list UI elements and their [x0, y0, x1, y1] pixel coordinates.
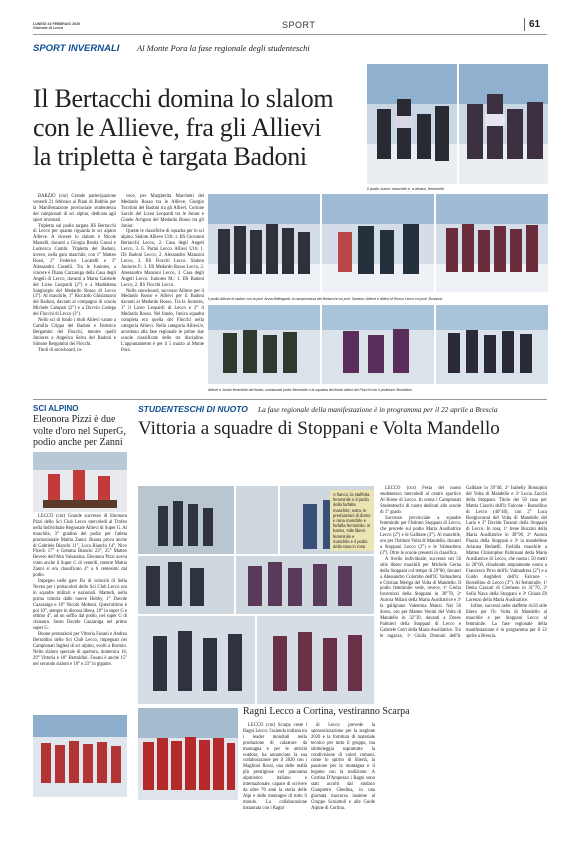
story2-title: Eleonora Pizzi è due volte d'oro nel SuperG, podio anche per Zanni	[33, 414, 126, 448]
photo-ragni-lecco	[138, 708, 238, 800]
story3-headline: Vittoria a squadre di Stoppani e Volta Mandello	[138, 418, 500, 439]
story4-headline: Ragni Lecco a Cortina, vestiranno Scarpa	[243, 706, 410, 717]
header-rule	[33, 34, 547, 35]
story3-photo-caption: A fianco, la staffetta femminile e il podio della farfalla maschile; sotto, le premiazioni di dorso e rana maschile e farfalla femminile; in basso, stile libero femminile e maschile e il podio della rana in rosa	[330, 490, 374, 551]
photo-fondo-snowboard	[208, 305, 548, 384]
story4-column-1: LECCO (cnr) Scarpa veste i Ragni Lecco: l'azienda italiana tra i leader mondiali nella produzione di calzature da montagna e per le attività outdoor, ha annunciato la sua collaborazione per il 2020 con i Maglioni Rossi, una delle realtà più prestigiose nel panorama alpinistico italiano e internazionale, capace di scrivere da oltre 70 anni la storia delle Alpi e delle montagne di tutto il mondo. La collaborazione instaurata con i Ragni	[243, 723, 307, 811]
photo-pizzi	[33, 452, 127, 512]
caption-junior: Il podio Junior maschile e, a destra, femminile	[367, 187, 445, 191]
caption-allieve: Il podio Allieve di slalom con la prof. Anna Bellingardi, la campionessa del Bertacchi col prof. Santoro; Allieve e Allievi M Rosso Lecco col prof. Bonanno	[208, 297, 443, 301]
story1-kicker-sub: Al Monte Pora la fase regionale degli studenteschi	[137, 43, 310, 53]
photo-nuoto-stile	[138, 616, 374, 704]
story2-body: LECCO (cnr) Grande successo di Eleonora Pizzi dello Sci Club Lecco mercoledì al Trofeo nella Individuale Regionale Allievi di Super G. Al maschile, 3° gradino del podio per l'atleta promozionale Mattia Zanni. Buona prova anche di Gabriele Bianchi 11°, Luca Bianchi 14°, Nico Picech 17° e Gemma Bianchi 23°, 25° Matteo Bevero dell'Alta Valsassina. Eleonora Pizzi aveva vinto anche il Super G di venerdì, mentre Mattia Zanni si era classificato 4° a 6 centesimi dal podio. Impegno nelle gare Fis di velocità di Sella Nevea per i portacolori dello Sci Club Lecco ora in squadre militari e nazionali. Martedì, nella prima vittoria dalle nuove Hobby, 1° Davide Cazzaniga e 10° Nicolò Molteni. Quest'ultimo è poi 10°, sempre in discesa libera, 10° in super G e ottimo 4°, ad un soffio dal podio, nel super G di chiusura. Sesto Davide Cazzaniga nel primo super G. Buone prestazioni per Vittoria Fusani e Andrea Bertoldini dello Sci Club Lecco, impegnati nei Campionati Inglesi di sci alpino, svolti a Bormio. Nello slalom speciale di apertura, domenica 16, 29° Vittoria e 18° Bertoldini. Fusani è anche 15° nel secondo slalom e 18° e 23° in gigante.	[33, 514, 127, 667]
photo-allieve-slalom	[208, 194, 548, 292]
photo-junior-podium	[367, 64, 548, 184]
story4-column-2: di Lecco prevede la sponsorizzazione per la stagione 2020 e la fornitura di materiale tecnico per tutto il gruppo, ma simboleggia soprattutto la condivisione di valori comuni, come lo spirito di libertà, la passione per la montagna e il legame con la tradizione. A Cortina D'Ampezzo i Ragni sono stati accolti dal sindaco Gianpietro Ghedina, in una giornata trascorsa insieme al Gruppo Scoiattoli e alle Guide Alpine di Cortina.	[311, 723, 375, 811]
header-date: LUNEDÌ 24 FEBBRAIO 2020 Giornale di Lecco	[33, 22, 81, 31]
story3-kicker: STUDENTESCHI DI NUOTO	[138, 404, 248, 414]
page-number: 61	[529, 19, 541, 30]
story1-column-1: BARZIO (cnr) Grande partecipazione venerdì 21 febbraio ai Piani di Bobbio per la Manifestazione provinciale studentesca dei campionati di sci alpino, dedicata agli sport invernali. Tripletta sul podio targata IIS Bertacchi di Lecco per quanto riguarda lo sci alpino Allieve. A vincere lo slalom è Nicole Mastalli, davanti a Giorgia Rosita Grassi e Ludovica Combi. Tripletta del Badoni, invece, nella gara maschile, con 1° Matteo Rossi, 2° Federico Locatelli e 3° Alessandro Castelli. Tra le Juniores, a vincere è Diana Cazzaniga della Casa degli Angeli di Lecco, davanti a Marta Gabriele del Liceo Leopardi (2°) e a Maddalena Sangiorgio del Medardo Rosso di Lecco (3°). Al maschile, 1° Riccardo Ghislanzoni del Badoni, davanti al compagno di scuola Michele Campari (2°) e a Davvin Codega del Flocchi di Lecco (3°). Nello sci di fondo i titoli Allievi vanno a Camilla Crippa del Badoni e Federico Bergamini del Flocchi, mentre quelli Juniores a Angelica Selva del Badoni e Simone Bergamini dei Flocchi. Titoli di snowboard, in-	[33, 194, 116, 353]
story1-kicker: SPORT INVERNALI	[33, 43, 120, 54]
story1-column-2: vece, per Margherita Marchetti del Medardo Rosso tra le Allieve, Giorgio Tocchini del Badoni tra gli Allievi, Corinne Sacchi del Liceo Leopardi tra le Junior e Gioele Arrigoni del Medardo Rosso tra gli Junior. Queste le classifiche di squadra per lo sci alpino. Slalom Allieve U16: 1. IIS Giovanni Bertacchi Lecco, 2. Casa degli Angeli Lecco, 3. G. Parini Lecco. Allievi U16: 1. IIS Badoni Lecco, 2. Alessandro Manzoni Lecco, 3. IIS Flocchi Lecco. Slalom Juniores F.: 1. IIS Medardo Rosso Lecco, 2. Alessandro Manzoni Lecco, 3. Casa degli Angeli Lecco. Juniores M.: 1. IIS Badoni Lecco, 2. IIS Flocchi Lecco. Nello snowboard, successo Allieve per il Medardo Rosso e Allievi per il Badoni davanti al Medardo Rosso. Tra le Juniores, 1° il Liceo Leopardi di Lecco e 2° il Medardo Rosso. Nel fondo, l'unica squadra completa era quella del Flocchi nella categoria Allievi. Nella categoria Allievi/e, accedono alla fase regionale le prime due scuole classificate delle tre discipline. L'appuntamento è per il 5 marzo al Monte Pora.	[121, 194, 204, 353]
story3-kicker-sub: La fase regionale della manifestazione è in programma per il 22 aprile a Brescia	[258, 405, 498, 414]
story2-kicker: SCI ALPINO	[33, 404, 79, 413]
page-divider	[524, 18, 525, 31]
caption-fondo: Allieve e Junior femminile del fondo; snowboard junior femminile e la squadra del fondo allievi del Flocchi con il professor Borsellino	[208, 388, 412, 392]
story1-bottom-rule	[33, 399, 547, 400]
story3-body: LECCO (cnr) Festa del nuoto studentesco mercoledì al centro sportivo Al Bione di Lecco. In scena i Campionati Studenteschi di nuoto dedicati alle scuole di 1° grado. Successo provinciale a squadre femminile per l'Istituto Stoppani di Lecco, che precede sul podio Maria Ausiliatrice Lecco (2°) e le Galbiate (3°). Al maschile, oro per l'Istituto Volta di Mandello, davanti a Stoppani Lecco (2°) e le Valmadrera (3°). Oltre le scuole presenti in classifica. A livello individuale, successo nei 50 stile libero maschili per Michele Gerna della Stoppani col tempo di 29"80, davanti a Alessandro Colombo dell'IC Valmadrera e Cristian Meriga del Volta di Mandello. Il podio femminile vede, invece, 1ª Giulia Invernizzi della Stoppani in 30"70, 2ª Aurora Milani della Maria Ausiliatrice e 3ª la gallipiano Valentina Manzi. Nei 50 dorso, oro per Matteo Venini del Volta di Mandello in 32"39, davanti a Daves Palmieri della Stoppani di Lecco e Gabriele Cerri della Maria Ausiliatrice. Tra le ragazze, 1ª Giulia Donnini dell'Ic Galbiate in 39"40, 2ª Isabelly Rossopini del Volta di Mandello e 3ª Lucia Zucchi della Stoppani. Titolo dei 50 rana per Mattia Ciaschi dell'Ic Falcone - Borsellino di Lecco (40"46), con 2° Luca Bongiovanni del Volta di Mandello del Lario e 3° Davide Tassoni della Stoppani di Lecco. In rosa, 1ª Irene Buzzini della Maria Ausiliatrice in 38"90, 2ª Aurora Piazza della Stoppani e 3ª la mandellese Arianna Redaelli. Farfalla maschile a Matteo Christopher Palmisani della Maria Ausiliatrice di Lecco, che nuota i 50 metri in 28"60, chiudendo ampiamente nonni a Francesco Pirro dell'Ic Valmadrera (2°) e a Guido Anghileri dell'Ic Falcone - Borsellino di Lecco (3°). Al femminile, 1ª Ilenia Cazzari di Cremeno in 31"70, 2ª Sofia Nava della Stoppani e 3ª Chiara Di Lorenzo della Maria Ausiliatrice. Infine, successi nelle staffette 4x50 stile libero per l'Ic Volta di Mandello al maschile e per Stoppani Lecco al femminile. La fase regionale della manifestazione è in programma per il 22 aprile a Brescia.	[380, 486, 547, 639]
section-name: SPORT	[282, 20, 316, 30]
photo-sci-club	[33, 715, 127, 797]
story1-headline: Il Bertacchi domina lo slalom con le Allieve, fra gli Allievi la tripletta è targata Badoni	[33, 84, 334, 171]
